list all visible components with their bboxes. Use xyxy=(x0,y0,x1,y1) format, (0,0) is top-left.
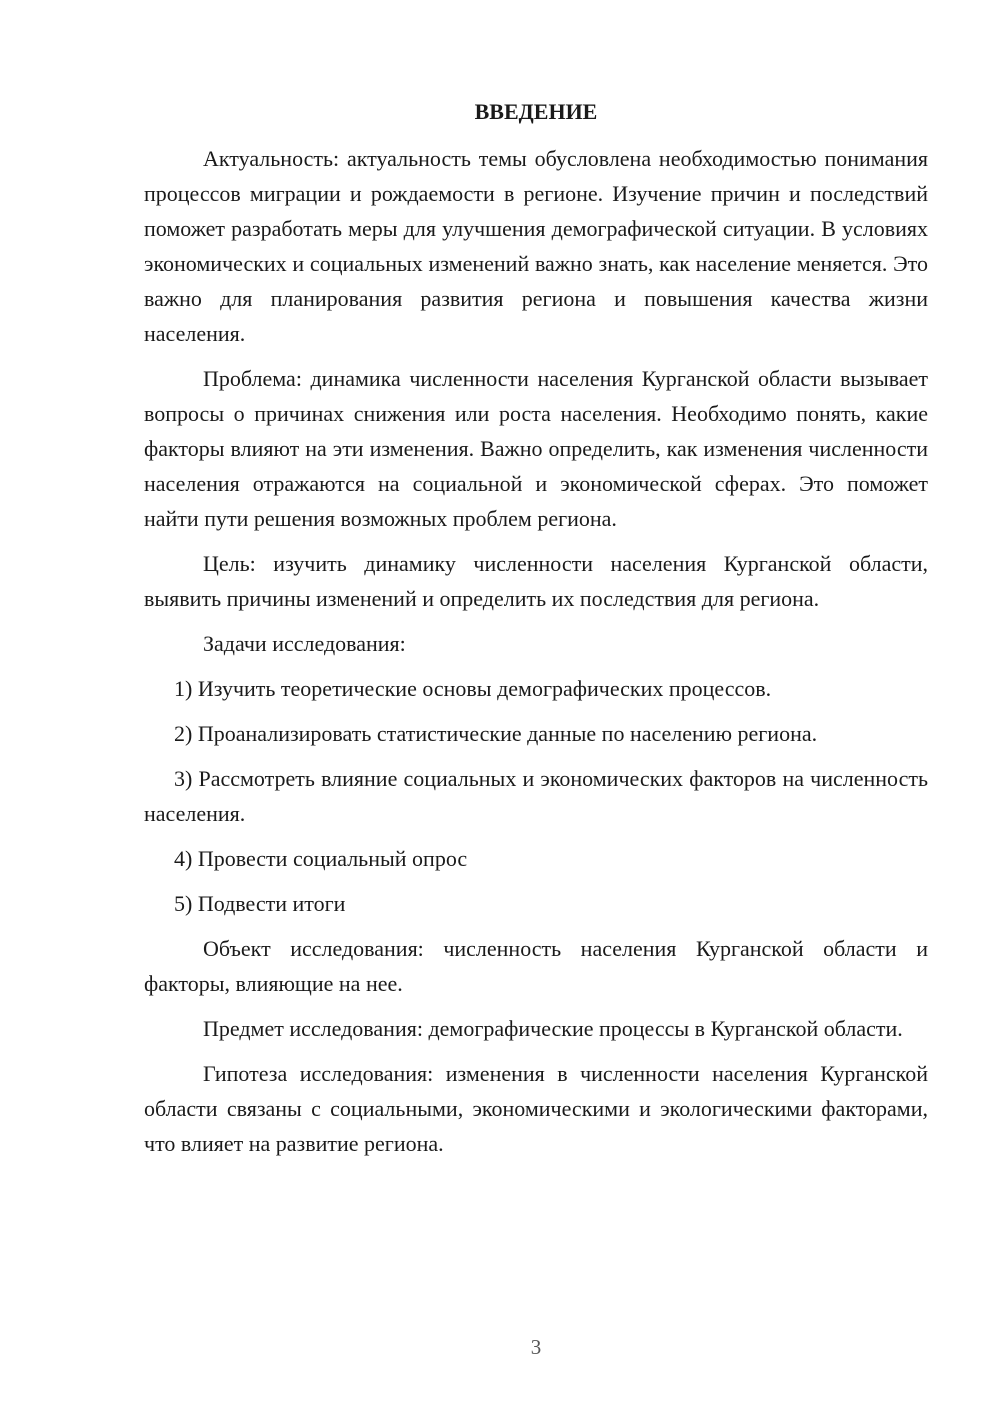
task-item-3: 3) Рассмотреть влияние социальных и экономических факторов на численность населения. xyxy=(144,766,928,826)
task-item-5: 5) Подвести итоги xyxy=(174,891,346,916)
page-number: 3 xyxy=(530,1335,542,1359)
paragraph-object: Объект исследования: численность населения Курганской области и факторы, влияющие на нее. xyxy=(144,936,928,996)
paragraph-hypothesis: Гипотеза исследования: изменения в численности населения Курганской области связаны с социальными, экономическими и экологическими факторами, что влияет на развитие региона. xyxy=(144,1061,928,1156)
paragraph-subject: Предмет исследования: демографические процессы в Курганской области. xyxy=(203,1016,903,1041)
tasks-heading: Задачи исследования: xyxy=(203,631,406,656)
task-item-4: 4) Провести социальный опрос xyxy=(174,846,468,871)
page-body xyxy=(144,94,928,1171)
paragraph-problem: Проблема: динамика численности населения Курганской области вызывает вопросы о причинах снижения или роста населения. Необходимо понять, какие факторы влияют на эти изменения. Важно определить, как изменения численности населения отражаются на социальной и экономической сферах. Это поможет найти пути решения возможных проблем региона. xyxy=(144,366,928,531)
task-item-2: 2) Проанализировать статистические данные по населению региона. xyxy=(174,721,818,746)
paragraph-relevance: Актуальность: актуальность темы обусловлена необходимостью понимания процессов миграции и рождаемости в регионе. Изучение причин и последствий поможет разработать меры для улучшения демографической ситуации. В условиях экономических и социальных изменений важно знать, как население меняется. Это важно для планирования развития региона и повышения качества жизни населения. xyxy=(144,146,928,346)
task-item-1: 1) Изучить теоретические основы демографических процессов. xyxy=(174,676,772,701)
section-title: ВВЕДЕНИЕ xyxy=(474,99,598,124)
paragraph-goal: Цель: изучить динамику численности населения Курганской области, выявить причины изменений и определить их последствия для региона. xyxy=(144,551,928,611)
